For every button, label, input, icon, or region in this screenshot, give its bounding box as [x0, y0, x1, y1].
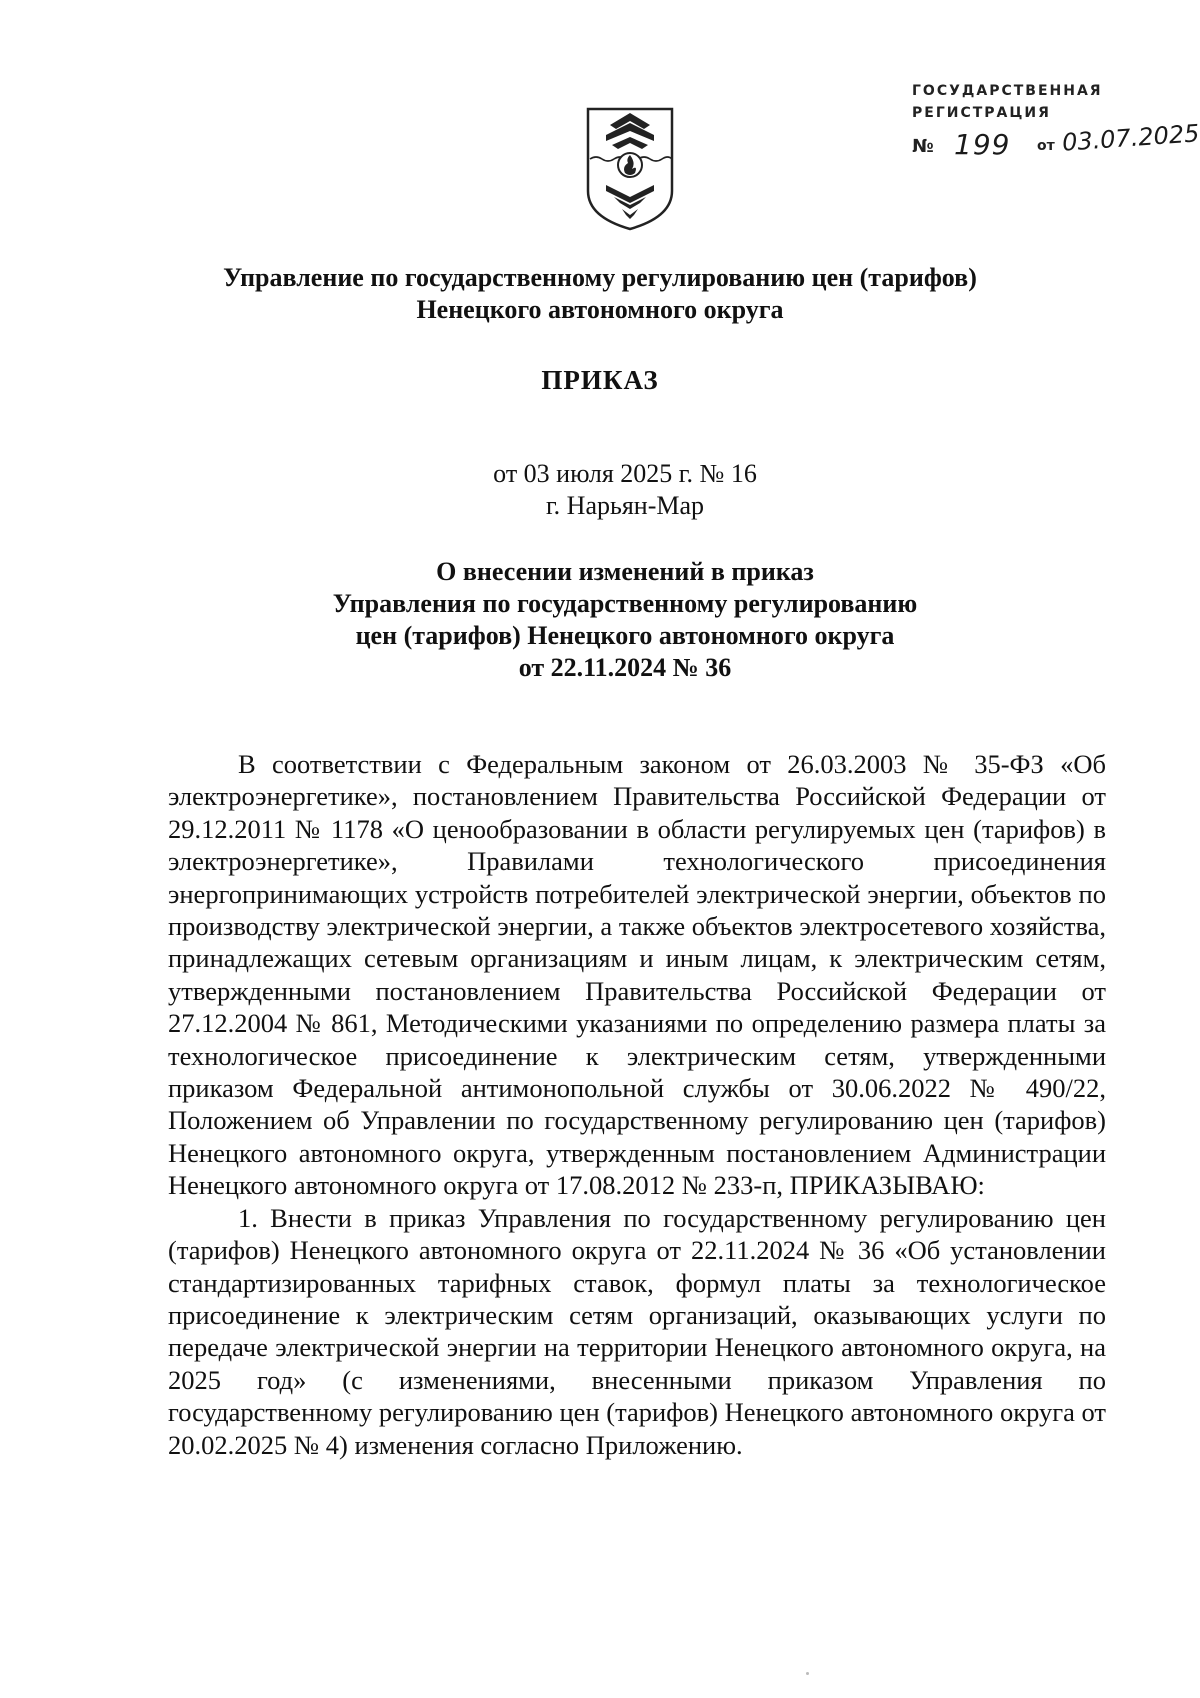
document-date-number: от 03 июля 2025 г. № 16	[493, 459, 757, 488]
subject-line-4: от 22.11.2024 № 36	[518, 653, 732, 682]
document-place: г. Нарьян-Мар	[545, 491, 705, 520]
stamp-line-1: ГОСУДАРСТВЕННАЯ	[912, 83, 1103, 99]
document-body	[168, 748, 1106, 1461]
organization-line-1: Управление по государственному регулированию цен (тарифов)	[223, 263, 977, 292]
registration-stamp	[912, 80, 1200, 170]
organization-line-2: Ненецкого автономного округа	[416, 295, 784, 324]
subject-line-1: О внесении изменений в приказ	[436, 557, 814, 586]
stamp-line-2: РЕГИСТРАЦИЯ	[912, 105, 1051, 121]
coat-of-arms-icon	[582, 105, 678, 233]
document-subject	[160, 556, 1090, 684]
subject-line-2: Управления по государственному регулированию	[332, 589, 918, 618]
subject-line-3: цен (тарифов) Ненецкого автономного округа	[355, 621, 895, 650]
stamp-number-sign: №	[912, 136, 934, 157]
document-type-title: ПРИКАЗ	[541, 365, 659, 395]
body-preamble: В соответствии с Федеральным законом от 26.03.2003 № 35-ФЗ «Об электроэнергетике», постановлением Правительства Российской Федерации от 29.12.2011 № 1178 «О ценообразовании в области регулируемых цен (тарифов) в электроэнергетике», Правилами технологического присоединения энергопринимающих устройств потребителей электрической энергии, объектов по производству электрической энергии, а также объектов электросетевого хозяйства, принадлежащих сетевым организациям и иным лицам, к электрическим сетям, утвержденными постановлением Правительства Российской Федерации от 27.12.2004 № 861, Методическими указаниями по определению размера платы за технологическое присоединение к электрическим сетям, утвержденными приказом Федеральной антимонопольной службы от 30.06.2022 № 490/22, Положением об Управлении по государственному регулированию цен (тарифов) Ненецкого автономного округа, утвержденным постановлением Администрации Ненецкого автономного округа от 17.08.2012 № 233-п, ПРИКАЗЫВАЮ:	[168, 749, 1106, 1201]
stamp-registration-number: 199	[954, 128, 1011, 161]
organization-header	[0, 262, 1200, 326]
scan-dot	[806, 1672, 809, 1675]
body-item-1: 1. Внести в приказ Управления по государственному регулированию цен (тарифов) Ненецкого автономного округа от 22.11.2024 № 36 «Об установлении стандартизированных тарифных ставок, формул платы за технологическое присоединение к электрическим сетям организаций, оказывающих услуги по передаче электрической энергии на территории Ненецкого автономного округа, на 2025 год» (с изменениями, внесенными приказом Управления по государственному регулированию цен (тарифов) Ненецкого автономного округа от 20.02.2025 № 4) изменения согласно Приложению.	[168, 1202, 1106, 1460]
document-dateline	[160, 458, 1090, 522]
stamp-number-row	[912, 119, 1200, 166]
stamp-ot-label: от	[1037, 138, 1055, 154]
stamp-registration-date: 03.07.2025	[1061, 119, 1200, 157]
